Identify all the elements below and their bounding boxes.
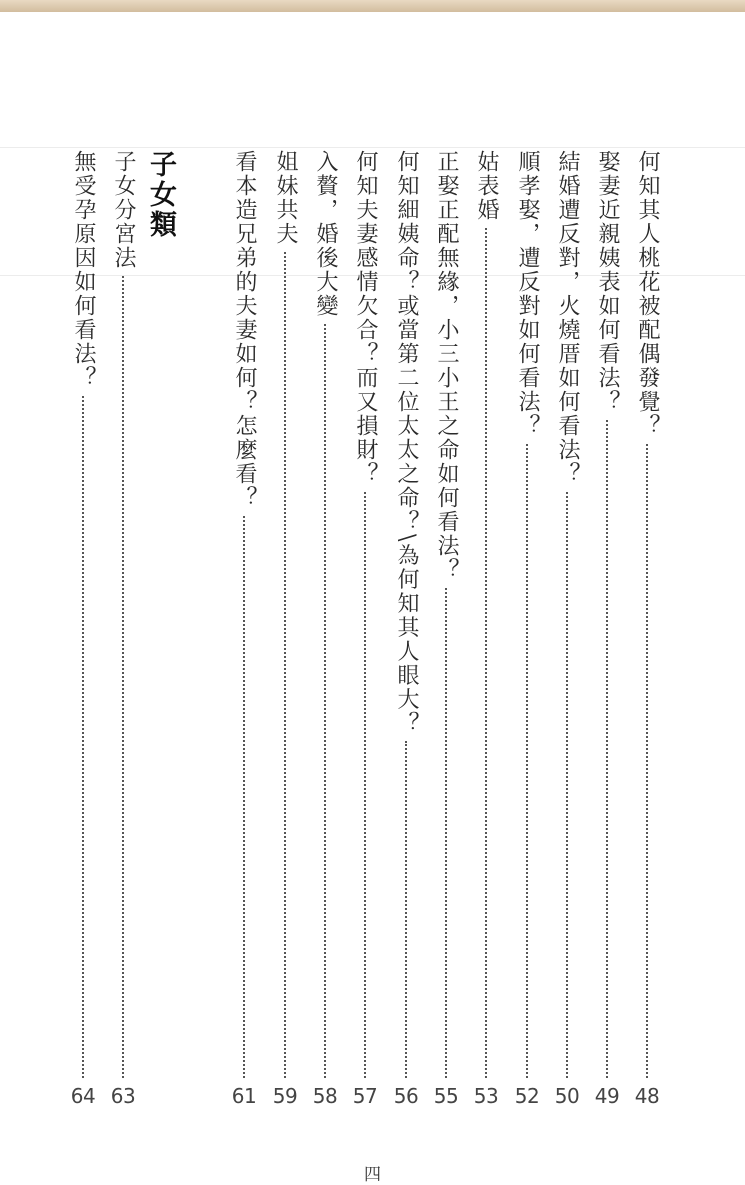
toc-entry-3 (547, 150, 587, 1110)
toc-entry-12 (103, 150, 143, 1110)
toc-entry-title: 娶妻近親姨表如何看法？ (595, 150, 620, 414)
toc-entry-9 (305, 150, 345, 1110)
leader-dots (566, 492, 568, 1078)
toc-entry-page: 53 (473, 1084, 499, 1108)
toc-entry-title: 正娶正配無緣，小三小王之命如何看法？ (434, 150, 459, 582)
toc-entry-title: 入贅，婚後大變 (313, 150, 338, 318)
toc-entry-8 (345, 150, 385, 1110)
toc-entry-7 (386, 150, 426, 1110)
toc-entry-title: 看本造兄弟的夫妻如何？怎麼看？ (232, 150, 257, 510)
leader-dots (445, 588, 447, 1078)
toc-entry-page: 63 (110, 1084, 136, 1108)
toc-entry-2 (587, 150, 627, 1110)
leader-dots (364, 492, 366, 1078)
toc-entry-title: 何知夫妻感情欠合？而又損財？ (353, 150, 378, 486)
leader-dots (606, 420, 608, 1078)
toc-entry-6 (426, 150, 466, 1110)
section-heading: 子女類 (145, 150, 176, 240)
toc-entry-4 (507, 150, 547, 1110)
toc-entry-13 (63, 150, 103, 1110)
toc-entry-page: 64 (70, 1084, 96, 1108)
toc-entry-page: 56 (393, 1084, 419, 1108)
toc-entry-title: 姑表婚 (474, 150, 499, 222)
toc-entry-page: 50 (554, 1084, 580, 1108)
scan-line (0, 147, 745, 148)
toc-entry-page: 48 (634, 1084, 660, 1108)
toc-entry-1 (627, 150, 667, 1110)
toc-entry-page: 52 (514, 1084, 540, 1108)
leader-dots (82, 396, 84, 1078)
toc-entry-page: 49 (594, 1084, 620, 1108)
leader-dots (122, 276, 124, 1078)
leader-dots (243, 516, 245, 1078)
toc-entry-page: 58 (312, 1084, 338, 1108)
page-top-edge (0, 0, 745, 12)
leader-dots (324, 324, 326, 1078)
leader-dots (284, 252, 286, 1078)
toc-entry-title: 姐妹共夫 (273, 150, 298, 246)
leader-dots (405, 741, 407, 1078)
toc-entry-page: 61 (231, 1084, 257, 1108)
toc-entry-page: 57 (352, 1084, 378, 1108)
toc-entry-title: 子女分宮法 (111, 150, 136, 270)
toc-entry-title: 順孝娶，遭反對如何看法？ (515, 150, 540, 438)
leader-dots (646, 444, 648, 1078)
leader-dots (526, 444, 528, 1078)
page-number: 四 (364, 1165, 381, 1185)
toc-entry-page: 59 (272, 1084, 298, 1108)
toc-entry-11 (224, 150, 264, 1110)
toc-entry-10 (265, 150, 305, 1110)
toc-entry-page: 55 (433, 1084, 459, 1108)
toc-entry-title: 何知細姨命？或當第二位太太之命？\為何知其人眼大？ (394, 150, 419, 736)
toc-entry-title: 何知其人桃花被配偶發覺？ (635, 150, 660, 438)
toc-entry-title: 無受孕原因如何看法？ (71, 150, 96, 390)
toc-entry-title: 結婚遭反對，火燒厝如何看法？ (555, 150, 580, 486)
leader-dots (485, 228, 487, 1078)
toc-entry-5 (466, 150, 506, 1110)
